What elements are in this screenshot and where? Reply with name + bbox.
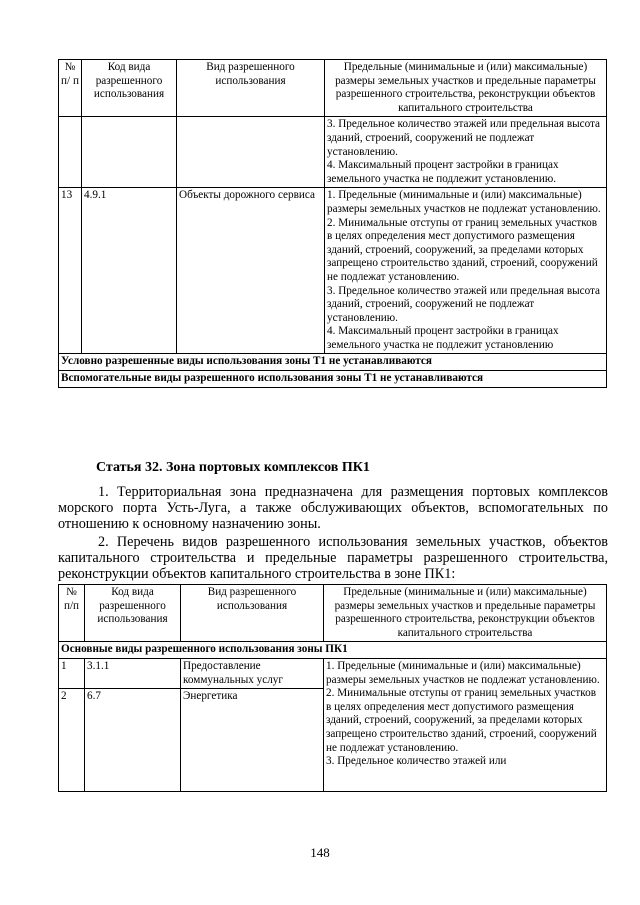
col-header-code: Код вида разрешенного использования (82, 60, 177, 117)
col-header-kind: Вид разрешенного использования (177, 60, 325, 117)
row-limits: 3. Предельное количество этажей или предельная высота зданий, строений, сооружений не подлежат установлению. 4. Максимальный процент застройки в границах земельного участка не подлежит установлению. (325, 117, 607, 188)
table-header-row (59, 585, 607, 642)
col-header-number: № п/ п (59, 60, 82, 117)
row-code: 6.7 (85, 689, 181, 792)
row-number: 1 (59, 658, 85, 688)
paragraph-1 (58, 484, 608, 532)
col-header-kind: Вид разрешенного использования (181, 585, 324, 642)
paragraph-line: морского порта Усть-Луга, а также обслуживающих объектов, вспомогательных по (58, 500, 608, 516)
page-number: 148 (310, 845, 330, 860)
paragraph-line: отношению к основному назначению зоны. (58, 516, 321, 532)
auxiliary-uses-row (59, 371, 607, 388)
auxiliary-uses-text: Вспомогательные виды разрешенного использования зоны Т1 не устанавливаются (59, 371, 607, 388)
row-code: 3.1.1 (85, 658, 181, 688)
conditional-uses-row (59, 354, 607, 371)
col-header-limits: Предельные (минимальные и (или) максимальные) размеры земельных участков и предельные параметры разрешенного строительства, реконструкции объектов капитального строительства (324, 585, 607, 642)
paragraph-line: капитального строительства и предельные параметры разрешенного строительства, (58, 550, 608, 566)
row-kind: Энергетика (181, 689, 324, 792)
col-header-limits: Предельные (минимальные и (или) максимальные) размеры земельных участков и предельные параметры разрешенного строительства, реконструкции объектов капитального строительства (325, 60, 607, 117)
section-title: Основные виды разрешенного использования зоны ПК1 (59, 642, 607, 659)
table-row (59, 117, 607, 188)
table-row (59, 658, 607, 688)
row-kind: Объекты дорожного сервиса (177, 188, 325, 354)
paragraph-line: 2. Перечень видов разрешенного использования земельных участков, объектов (98, 534, 608, 550)
paragraph-line: 1. Территориальная зона предназначена для размещения портовых комплексов (98, 484, 608, 500)
row-code: 4.9.1 (82, 188, 177, 354)
section-row (59, 642, 607, 659)
row-limits: 1. Предельные (минимальные и (или) максимальные) размеры земельных участков не подлежат установлению. 2. Минимальные отступы от границ земельных участков в целях определения мест допустимого размещения зданий, строений, сооружений, за пределами которых запрещено строительство зданий, строений, сооружений не подлежат установлению. 3. Предельное количество этажей или предельная высота зданий, строений, сооружений не подлежат установлению. 4. Максимальный процент застройки в границах земельного участка не подлежит установлению (325, 188, 607, 354)
conditional-uses-text: Условно разрешенные виды использования зоны Т1 не устанавливаются (59, 354, 607, 371)
row-number: 13 (59, 188, 82, 354)
table-row (59, 188, 607, 354)
row-kind: Предоставление коммунальных услуг (181, 658, 324, 688)
paragraph-line: реконструкции объектов капитального строительства в зоне ПК1: (58, 566, 456, 582)
article-title: Статья 32. Зона портовых комплексов ПК1 (96, 460, 370, 475)
land-use-table-t1 (58, 59, 607, 388)
paragraph-2 (58, 534, 608, 582)
row-limits: 1. Предельные (минимальные и (или) максимальные) размеры земельных участков не подлежат установлению. 2. Минимальные отступы от границ земельных участков в целях определения мест допустимого размещения зданий, строений, сооружений, за пределами которых запрещено строительство зданий, строений, сооружений не подлежат установлению. 3. Предельное количество этажей или (324, 658, 607, 791)
col-header-code: Код вида разрешенного использования (85, 585, 181, 642)
land-use-table-pk1 (58, 584, 607, 792)
col-header-number: № п/п (59, 585, 85, 642)
row-number: 2 (59, 689, 85, 792)
table-header-row (59, 60, 607, 117)
